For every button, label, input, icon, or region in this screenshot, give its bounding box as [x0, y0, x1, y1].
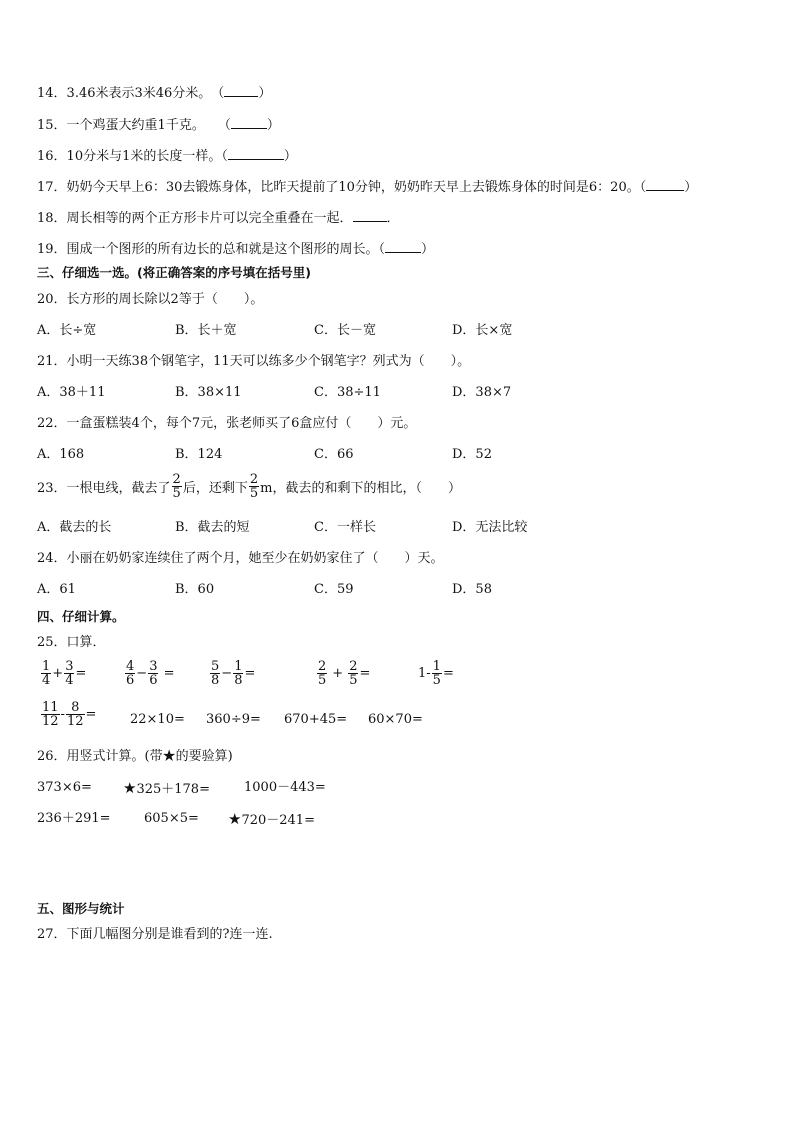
operator: +	[332, 666, 344, 681]
equals: =	[244, 666, 256, 681]
question-24: 24．小丽在奶奶家连续住了两个月，她至少在奶奶家住了（ ）天。	[37, 551, 444, 566]
question-text: 18．周长相等的两个正方形卡片可以完全重叠在一起．	[37, 211, 353, 226]
question-14	[37, 84, 271, 102]
numerator: 2	[249, 472, 259, 487]
question-text: 16．10分米与1米的长度一样。（	[37, 149, 228, 164]
star-icon: ★	[228, 810, 242, 828]
option-c[interactable]: C．66	[314, 447, 354, 462]
fraction	[148, 660, 158, 687]
question-text: 23．一根电线，截去了	[37, 481, 171, 496]
oral-calc-6	[40, 701, 96, 728]
numerator: 1	[432, 659, 441, 674]
question-21: 21．小明一天练38个钢笔字，11天可以练多少个钢笔字？列式为（ ）。	[37, 354, 471, 369]
denominator: 8	[234, 673, 243, 688]
oral-calc-2	[124, 660, 175, 687]
question-text: 14．3.46米表示3米46分米。 （	[37, 86, 225, 101]
vertical-calc-6	[228, 811, 315, 829]
vertical-calc-3: 1000－443=	[244, 780, 326, 795]
denominator: 12	[66, 714, 84, 729]
option-d[interactable]: D．38×7	[452, 385, 512, 400]
question-text: 15．一个鸡蛋大约重1千克。 （	[37, 118, 231, 133]
denominator: 4	[65, 673, 74, 688]
denominator: 4	[42, 673, 51, 688]
vertical-calc-1: 373×6=	[37, 780, 92, 795]
denominator: 12	[42, 714, 59, 729]
oral-calc-3	[209, 660, 255, 687]
bracket-close: ）	[684, 180, 698, 195]
denominator: 5	[349, 673, 358, 688]
oral-calc-1	[40, 660, 86, 687]
answer-blank[interactable]	[231, 116, 267, 129]
numerator: 3	[149, 659, 158, 674]
operator: −	[221, 666, 233, 681]
denominator: 8	[211, 673, 220, 688]
option-c[interactable]: C．长－宽	[314, 323, 376, 338]
star-icon: ★	[123, 779, 137, 797]
bracket-close: ）	[258, 86, 272, 101]
question-23	[37, 473, 461, 500]
option-b[interactable]: B．60	[175, 582, 215, 597]
oral-calc-7: 22×10=	[130, 712, 185, 727]
numerator: 1	[42, 659, 51, 674]
equals: =	[159, 666, 175, 681]
numerator: 2	[172, 472, 181, 487]
question-27: 27．下面几幅图分别是谁看到的?连一连.	[37, 927, 273, 942]
fraction	[64, 660, 74, 687]
fraction	[210, 660, 220, 687]
fraction	[125, 660, 135, 687]
question-text: 19．围成一个图形的所有边长的总和就是这个图形的周长。（	[37, 242, 386, 257]
answer-blank[interactable]	[385, 240, 421, 253]
denominator: 5	[172, 486, 181, 501]
equals: =	[85, 707, 97, 722]
vertical-calc-2	[123, 780, 210, 798]
oral-calc-10: 60×70=	[368, 712, 423, 727]
option-d[interactable]: D．长×宽	[452, 323, 513, 338]
question-text: m，截去的和剩下的相比，（ ）	[260, 481, 461, 496]
section-title-4: 四、仔细计算。	[37, 609, 125, 624]
option-c[interactable]: C．38÷11	[314, 385, 381, 400]
oral-calc-4	[316, 660, 370, 687]
fraction	[41, 701, 60, 728]
numerator: 3	[65, 659, 74, 674]
section-title-3: 三、仔细选一选。(将正确答案的序号填在括号里)	[37, 265, 311, 280]
question-18	[37, 209, 400, 227]
denominator: 5	[318, 673, 327, 688]
option-c[interactable]: C．59	[314, 582, 354, 597]
bracket-close: ）	[283, 149, 297, 164]
period: ．	[386, 211, 400, 226]
answer-blank[interactable]	[353, 209, 387, 222]
fraction	[41, 660, 51, 687]
vertical-calc-5: 605×5=	[144, 811, 199, 826]
vertical-calc-4: 236＋291=	[37, 811, 111, 826]
operator: -	[60, 707, 65, 722]
oral-calc-5	[418, 660, 454, 687]
fraction	[233, 660, 243, 687]
minuend: 1-	[418, 666, 431, 681]
equals: =	[359, 666, 371, 681]
option-b[interactable]: B．38×11	[175, 385, 242, 400]
fraction	[172, 473, 182, 500]
option-b[interactable]: B．124	[175, 447, 223, 462]
option-d[interactable]: D．无法比较	[452, 520, 528, 535]
option-c[interactable]: C．一样长	[314, 520, 376, 535]
numerator: 2	[349, 659, 358, 674]
question-19	[37, 240, 434, 258]
question-26: 26．用竖式计算。(带★的要验算)	[37, 749, 233, 764]
answer-blank[interactable]	[224, 84, 258, 97]
expression: 325＋178=	[136, 782, 210, 797]
fraction	[432, 660, 442, 687]
fraction	[249, 473, 259, 500]
equals: =	[75, 666, 87, 681]
option-d[interactable]: D．58	[452, 582, 492, 597]
fraction	[317, 660, 327, 687]
question-15	[37, 116, 280, 134]
answer-blank[interactable]	[646, 178, 684, 191]
oral-calc-9: 670+45=	[284, 712, 348, 727]
option-a[interactable]: A．61	[37, 582, 76, 597]
numerator: 2	[318, 659, 327, 674]
option-a[interactable]: A．168	[37, 447, 85, 462]
option-b[interactable]: B．截去的短	[175, 520, 250, 535]
operator: −	[136, 666, 148, 681]
option-d[interactable]: D．52	[452, 447, 492, 462]
question-text: 后，还剩下	[182, 481, 248, 496]
denominator: 5	[432, 673, 441, 688]
numerator: 8	[66, 701, 85, 715]
oral-calc-8: 360÷9=	[206, 712, 261, 727]
section-title-5: 五、图形与统计	[37, 901, 125, 916]
option-a[interactable]: A．长÷宽	[37, 323, 97, 338]
bracket-close: ）	[421, 242, 435, 257]
question-16	[37, 147, 297, 165]
expression: 720－241=	[241, 813, 315, 828]
bracket-close: ）	[266, 118, 280, 133]
equals: =	[442, 666, 454, 681]
fraction	[348, 660, 358, 687]
answer-blank[interactable]	[228, 147, 284, 160]
numerator: 5	[211, 659, 220, 674]
operator: +	[52, 666, 64, 681]
numerator: 11	[42, 700, 59, 715]
question-22: 22．一盒蛋糕装4个，每个7元，张老师买了6盒应付（ ）元。	[37, 416, 417, 431]
option-a[interactable]: A．38＋11	[37, 385, 106, 400]
denominator: 6	[149, 673, 158, 688]
option-a[interactable]: A．截去的长	[37, 520, 112, 535]
question-25: 25．口算．	[37, 635, 106, 650]
fraction	[66, 701, 85, 728]
numerator: 4	[126, 659, 135, 674]
option-b[interactable]: B．长＋宽	[175, 323, 237, 338]
denominator: 6	[126, 673, 135, 688]
question-20: 20．长方形的周长除以2等于（ ）。	[37, 292, 264, 307]
denominator: 5	[249, 486, 259, 501]
question-17	[37, 178, 697, 196]
question-text: 17．奶奶今天早上6：30去锻炼身体，比昨天提前了10分钟，奶奶昨天早上去锻炼身体的时间是6：20。（	[37, 180, 647, 195]
numerator: 1	[234, 659, 243, 674]
